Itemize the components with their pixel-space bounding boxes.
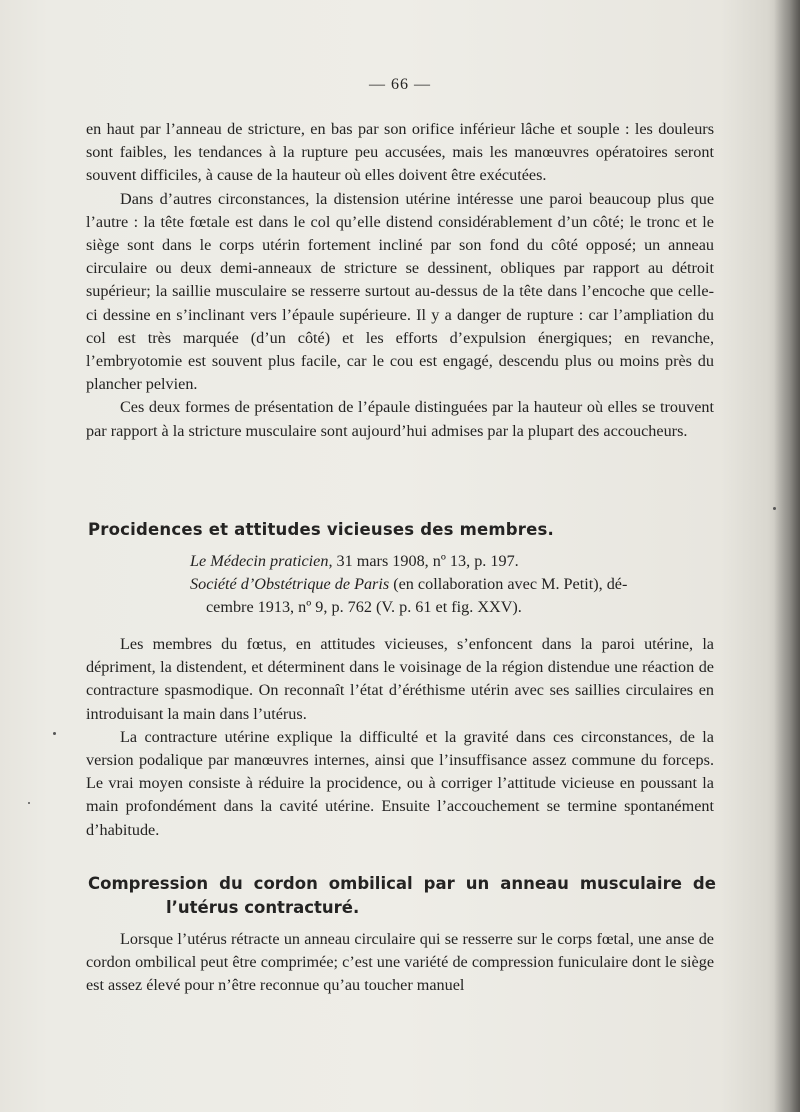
reference-line (86, 573, 714, 596)
heading-word: anneau (500, 874, 569, 893)
section1-body (86, 118, 714, 443)
heading-word: ombilical (328, 874, 413, 893)
section-heading-compression (88, 872, 716, 920)
scan-speck (773, 507, 776, 510)
section2-body (86, 633, 714, 842)
heading-line: l’utérus contracturé. (166, 898, 360, 917)
paragraph: Les membres du fœtus, en attitudes vicieuses, s’enfoncent dans la paroi utérine, la dépriment, la distendent, et déterminent dans le voisinage de la région distendue une réaction de contracture spasmodique. On reconnaît l’état d’éréthisme utérin avec ses saillies circulaires en introduisant la main dans l’utérus. (86, 635, 714, 723)
heading-word: un (465, 874, 490, 893)
reference-details: 31 mars 1908, nº 13, p. 197. (332, 552, 519, 570)
reference-details: (en collaboration avec M. Petit), dé- (389, 575, 628, 594)
paragraph: Dans d’autres circonstances, la distension utérine intéresse une paroi beaucoup plus que l’autre : la tête fœtale est dans le col qu’elle distend considérablement d’un côté; le tronc et le siège sont dans le corps utérin fortement incliné par son fond du côté opposé; un anneau circulaire ou deux demi-anneaux de stricture se dessinent, obliques par rapport au détroit supérieur; la saillie musculaire se resserre surtout au-dessus de la tête dans l’encoche que celle-ci dessine en s’inclinant vers l’épaule supérieure. Il y a danger de rupture : car l’ampliation du col est très marquée (d’un côté) et les efforts d’expulsion énergiques; en revanche, l’embryotomie est souvent plus facile, car le cou est engagé, descendu plus ou moins près du plancher pelvien. (86, 189, 714, 394)
section3-body (86, 928, 714, 998)
paragraph: Ces deux formes de présentation de l’épaule distinguées par la hauteur où elles se trouvent par rapport à la stricture musculaire sont aujourd’hui admises par la plupart des accoucheurs. (86, 398, 714, 440)
references-procidences (86, 550, 714, 620)
scan-speck (53, 732, 56, 735)
paragraph: La contracture utérine explique la difficulté et la gravité dans ces circonstances, de la version podalique par manœuvres internes, ainsi que l’insuffisance assez commune du forceps. Le vrai moyen consiste à réduire la procidence, ou à corriger l’attitude vicieuse en poussant la main profondément dans la cavité utérine. Ensuite l’accouchement se termine spontanément d’habitude. (86, 727, 714, 839)
reference-line: cembre 1913, nº 9, p. 762 (V. p. 61 et fig. XXV). (206, 598, 522, 617)
page-edge-shadow (774, 0, 800, 1112)
reference-line (86, 550, 714, 573)
heading-word: cordon (253, 874, 318, 893)
heading-word: Compression (88, 874, 209, 893)
heading-word: musculaire (579, 874, 682, 893)
reference-journal: Société d’Obstétrique de Paris (190, 575, 390, 594)
scan-speck (28, 802, 30, 804)
heading-line (88, 872, 716, 896)
heading-word: de (692, 874, 716, 893)
paragraph: en haut par l’anneau de stricture, en bas par son orifice inférieur lâche et souple : les douleurs sont faibles, les tendances à la rupture peu accusées, mais les manœuvres opératoires seront souvent difficiles, à cause de la hauteur où elles doivent être exécutées. (86, 120, 714, 185)
reference-journal: Le Médecin praticien, (190, 552, 333, 570)
heading-word: par (423, 874, 455, 893)
section-heading-procidences: Procidences et attitudes vicieuses des membres. (88, 520, 555, 539)
paragraph: Lorsque l’utérus rétracte un anneau circulaire qui se resserre sur le corps fœtal, une anse de cordon ombilical peut être comprimée; c’est une variété de compression funiculaire dont le siège est assez élevé pour n’être reconnue qu’au toucher manuel (86, 930, 714, 995)
heading-word: du (219, 874, 243, 893)
page-number: — 66 — (369, 76, 431, 93)
